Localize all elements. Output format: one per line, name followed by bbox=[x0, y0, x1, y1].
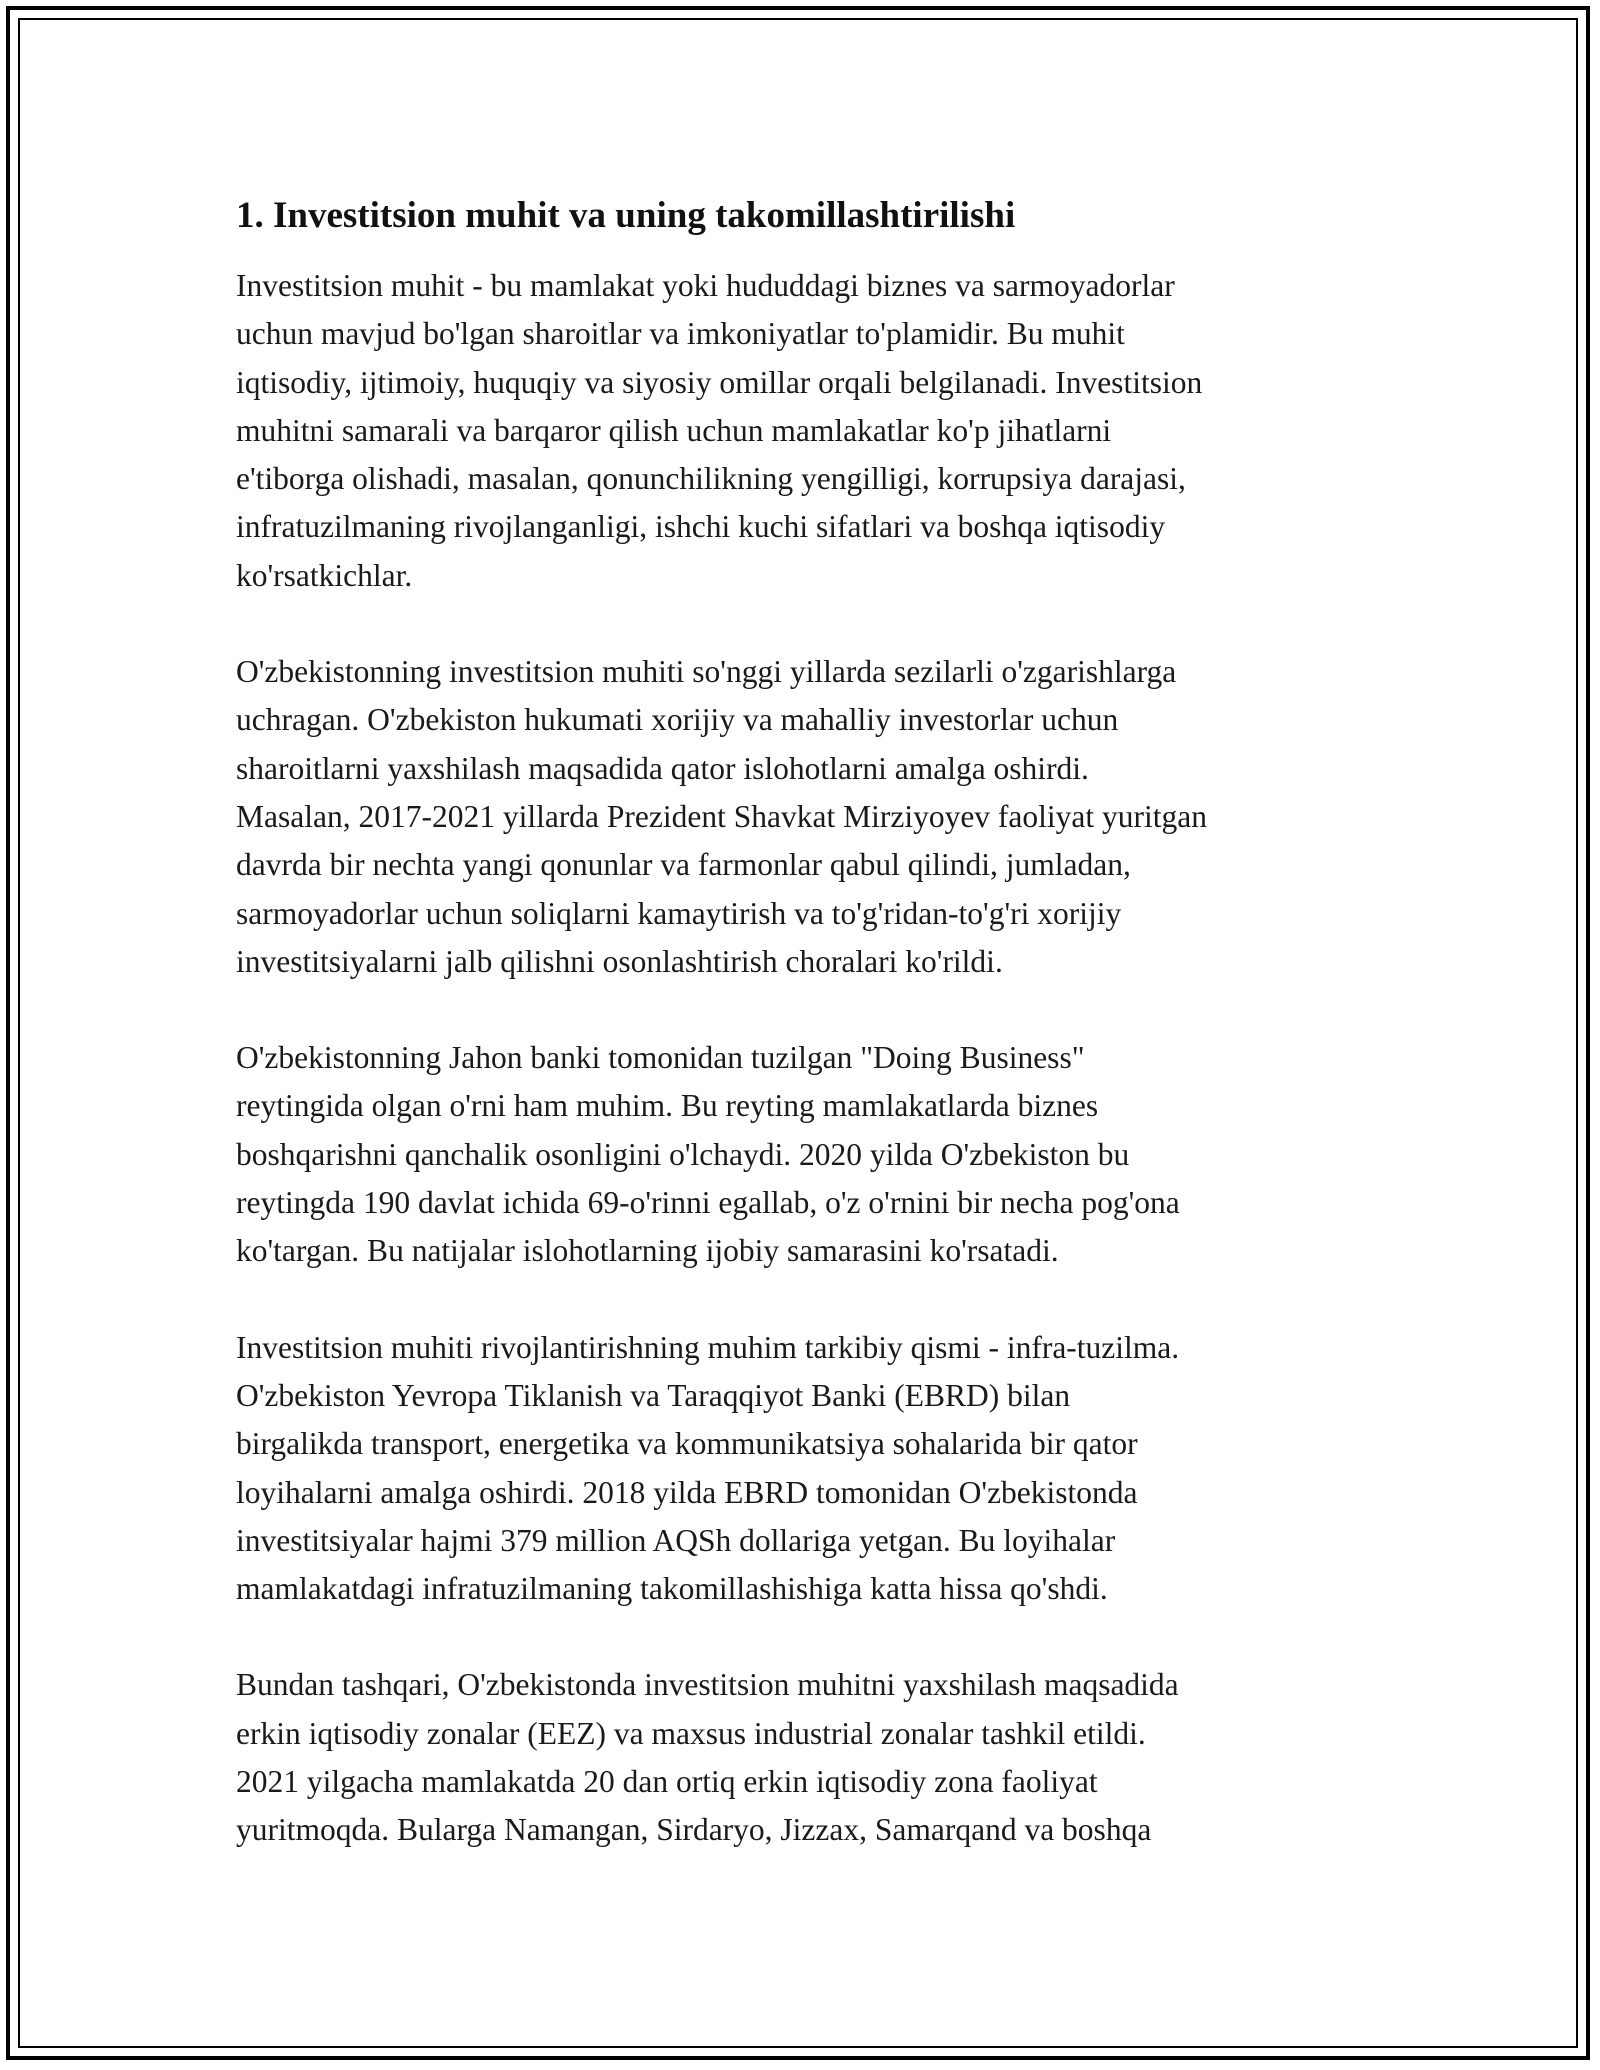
text-line: davrda bir nechta yangi qonunlar va farmonlar qabul qilindi, jumladan, bbox=[236, 847, 1131, 883]
text-line: investitsiyalarni jalb qilishni osonlashtirish choralari ko'rildi. bbox=[236, 943, 1003, 979]
text-line: ko'rsatkichlar. bbox=[236, 557, 413, 593]
text-line: muhitni samarali va barqaror qilish uchun mamlakatlar ko'p jihatlarni bbox=[236, 412, 1112, 448]
text-line: O'zbekistonning investitsion muhiti so'nggi yillarda sezilarli o'zgarishlarga bbox=[236, 654, 1177, 690]
document-body bbox=[236, 188, 1386, 1903]
paragraph bbox=[236, 1661, 1386, 1854]
text-line: e'tiborga olishadi, masalan, qonunchilikning yengilligi, korrupsiya darajasi, bbox=[236, 461, 1186, 497]
text-line: infratuzilmaning rivojlanganligi, ishchi kuchi sifatlari va boshqa iqtisodiy bbox=[236, 509, 1166, 545]
text-line: Bundan tashqari, O'zbekistonda investitsion muhitni yaxshilash maqsadida bbox=[236, 1667, 1179, 1703]
text-line: 2021 yilgacha mamlakatda 20 dan ortiq erkin iqtisodiy zona faoliyat bbox=[236, 1764, 1098, 1800]
text-line: reytingda 190 davlat ichida 69-o'rinni egallab, o'z o'rnini bir necha pog'ona bbox=[236, 1185, 1180, 1221]
text-line: reytingida olgan o'rni ham muhim. Bu reyting mamlakatlarda biznes bbox=[236, 1088, 1099, 1124]
text-line: erkin iqtisodiy zonalar (EEZ) va maxsus industrial zonalar tashkil etildi. bbox=[236, 1715, 1146, 1751]
text-line: Investitsion muhiti rivojlantirishning muhim tarkibiy qismi - infra-tuzilma. bbox=[236, 1329, 1180, 1365]
text-line: O'zbekiston Yevropa Tiklanish va Taraqqiyot Banki (EBRD) bilan bbox=[236, 1377, 1071, 1413]
paragraph bbox=[236, 1324, 1386, 1614]
text-line: investitsiyalar hajmi 379 million AQSh dollariga yetgan. Bu loyihalar bbox=[236, 1522, 1116, 1558]
text-line: Investitsion muhit - bu mamlakat yoki hududdagi biznes va sarmoyadorlar bbox=[236, 268, 1175, 303]
text-line: O'zbekistonning Jahon banki tomonidan tuzilgan "Doing Business" bbox=[236, 1040, 1085, 1076]
text-line: sharoitlarni yaxshilash maqsadida qator islohotlarni amalga oshirdi. bbox=[236, 750, 1089, 786]
paragraph bbox=[236, 648, 1386, 986]
text-line: iqtisodiy, ijtimoiy, huquqiy va siyosiy omillar orqali belgilanadi. Investitsion bbox=[236, 364, 1203, 400]
text-line: ko'targan. Bu natijalar islohotlarning ijobiy samarasini ko'rsatadi. bbox=[236, 1233, 1059, 1269]
section-heading: 1. Investitsion muhit va uning takomillashtirilishi bbox=[236, 195, 1016, 236]
text-line: uchun mavjud bo'lgan sharoitlar va imkoniyatlar to'plamidir. Bu muhit bbox=[236, 316, 1125, 352]
text-line: uchragan. O'zbekiston hukumati xorijiy va mahalliy investorlar uchun bbox=[236, 702, 1119, 738]
text-line: sarmoyadorlar uchun soliqlarni kamaytirish va to'g'ridan-to'g'ri xorijiy bbox=[236, 895, 1122, 931]
text-line: loyihalarni amalga oshirdi. 2018 yilda EBRD tomonidan O'zbekistonda bbox=[236, 1474, 1138, 1510]
paragraph bbox=[236, 262, 1386, 600]
paragraph bbox=[236, 1034, 1386, 1275]
text-line: mamlakatdagi infratuzilmaning takomillashishiga katta hissa qo'shdi. bbox=[236, 1571, 1108, 1607]
text-line: yuritmoqda. Bularga Namangan, Sirdaryo, Jizzax, Samarqand va boshqa bbox=[236, 1812, 1152, 1848]
text-line: birgalikda transport, energetika va kommunikatsiya sohalarida bir qator bbox=[236, 1426, 1138, 1462]
text-line: boshqarishni qanchalik osonligini o'lchaydi. 2020 yilda O'zbekiston bu bbox=[236, 1136, 1130, 1172]
text-line: Masalan, 2017-2021 yillarda Prezident Shavkat Mirziyoyev faoliyat yuritgan bbox=[236, 798, 1207, 834]
